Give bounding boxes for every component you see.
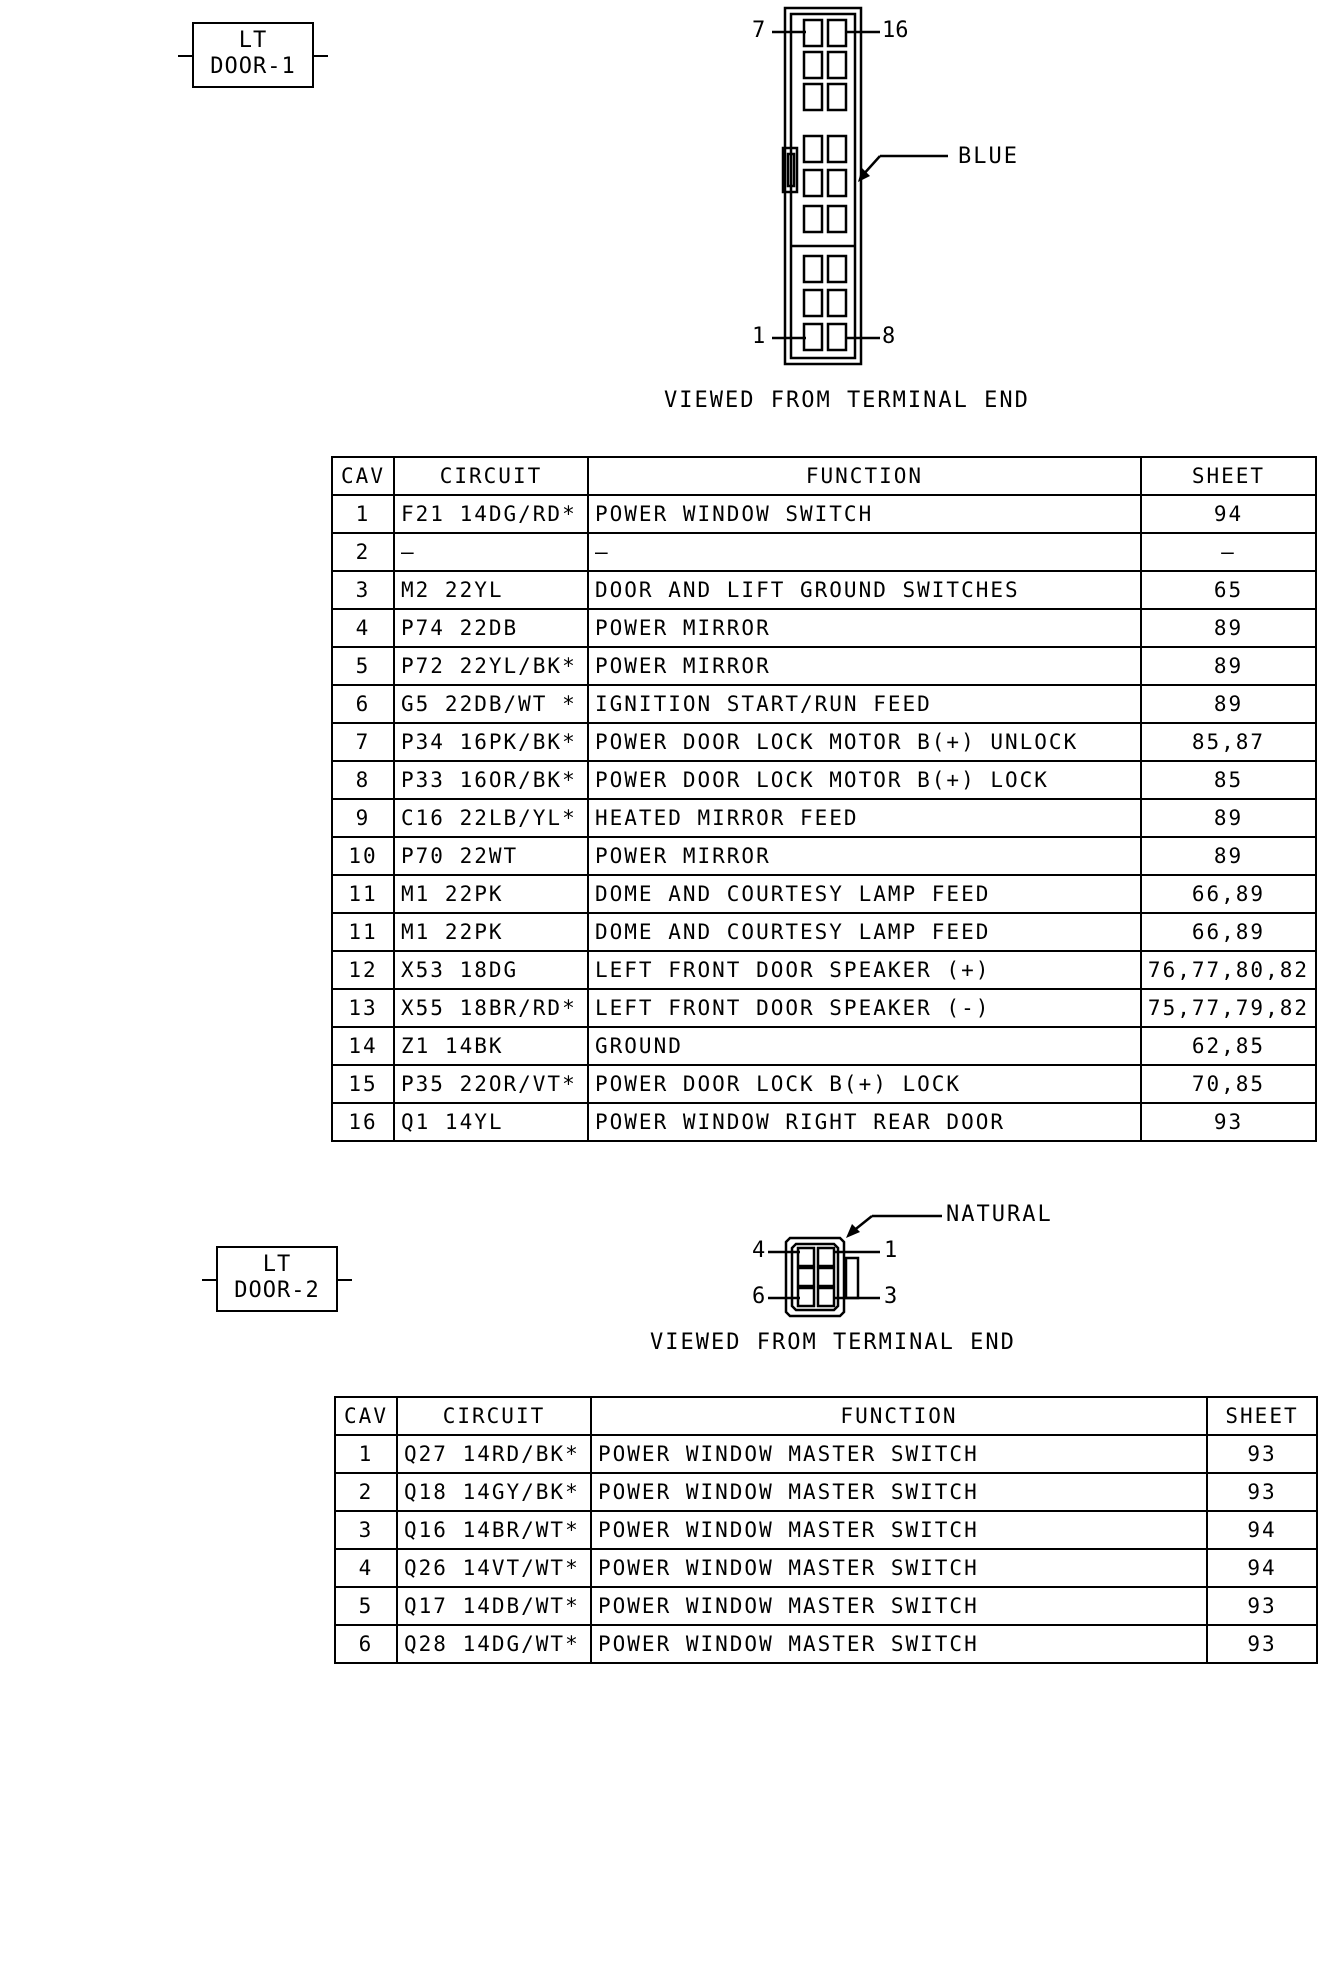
- cell-function: POWER MIRROR: [588, 609, 1141, 647]
- cell-cav: 6: [332, 685, 394, 723]
- cell-sheet: 93: [1207, 1473, 1317, 1511]
- table-row: [332, 571, 1316, 609]
- cell-cav: 5: [332, 647, 394, 685]
- cell-cav: 3: [335, 1511, 397, 1549]
- connector1-view-caption: VIEWED FROM TERMINAL END: [664, 388, 1030, 413]
- cell-cav: 2: [332, 533, 394, 571]
- header-cav: CAV: [335, 1397, 397, 1435]
- table-row: [332, 761, 1316, 799]
- cell-function: DOME AND COURTESY LAMP FEED: [588, 875, 1141, 913]
- cell-function: POWER DOOR LOCK B(+) LOCK: [588, 1065, 1141, 1103]
- header-circuit: CIRCUIT: [394, 457, 588, 495]
- cell-sheet: 85: [1141, 761, 1316, 799]
- cell-function: —: [588, 533, 1141, 571]
- cell-cav: 5: [335, 1587, 397, 1625]
- cell-cav: 8: [332, 761, 394, 799]
- connector2-drawing: [0, 1200, 1344, 1400]
- connector2-cavities: [798, 1248, 834, 1306]
- cell-circuit: P34 16PK/BK*: [394, 723, 588, 761]
- connector2-view-caption: VIEWED FROM TERMINAL END: [650, 1330, 1016, 1355]
- cell-cav: 7: [332, 723, 394, 761]
- table-row: [332, 495, 1316, 533]
- cell-cav: 2: [335, 1473, 397, 1511]
- cell-circuit: X53 18DG: [394, 951, 588, 989]
- cell-function: POWER WINDOW MASTER SWITCH: [591, 1511, 1207, 1549]
- cell-function: DOOR AND LIFT GROUND SWITCHES: [588, 571, 1141, 609]
- connector1-color-label: BLUE: [958, 144, 1019, 169]
- cell-circuit: F21 14DG/RD*: [394, 495, 588, 533]
- connector1-pin-bottom-right: 8: [882, 324, 896, 349]
- cell-circuit: M2 22YL: [394, 571, 588, 609]
- connector1-pin-top-right: 16: [882, 18, 909, 43]
- cell-circuit: M1 22PK: [394, 913, 588, 951]
- table-row: [332, 799, 1316, 837]
- cell-cav: 12: [332, 951, 394, 989]
- cell-sheet: 93: [1207, 1435, 1317, 1473]
- cell-cav: 1: [335, 1435, 397, 1473]
- cell-circuit: G5 22DB/WT *: [394, 685, 588, 723]
- cell-function: POWER WINDOW MASTER SWITCH: [591, 1625, 1207, 1663]
- cell-cav: 6: [335, 1625, 397, 1663]
- cell-sheet: 89: [1141, 609, 1316, 647]
- cell-cav: 4: [332, 609, 394, 647]
- cell-sheet: 93: [1207, 1587, 1317, 1625]
- cell-function: POWER DOOR LOCK MOTOR B(+) UNLOCK: [588, 723, 1141, 761]
- cell-sheet: 70,85: [1141, 1065, 1316, 1103]
- cell-function: POWER WINDOW MASTER SWITCH: [591, 1435, 1207, 1473]
- connector2-pin-top-right: 1: [884, 1238, 898, 1263]
- cell-cav: 13: [332, 989, 394, 1027]
- cell-sheet: 85,87: [1141, 723, 1316, 761]
- table-row: [332, 1103, 1316, 1141]
- cell-circuit: Q16 14BR/WT*: [397, 1511, 591, 1549]
- cell-function: POWER WINDOW RIGHT REAR DOOR: [588, 1103, 1141, 1141]
- header-sheet: SHEET: [1207, 1397, 1317, 1435]
- cell-circuit: Q28 14DG/WT*: [397, 1625, 591, 1663]
- cell-sheet: 89: [1141, 837, 1316, 875]
- cell-cav: 11: [332, 913, 394, 951]
- cell-circuit: Q17 14DB/WT*: [397, 1587, 591, 1625]
- cell-function: HEATED MIRROR FEED: [588, 799, 1141, 837]
- table-row: [332, 647, 1316, 685]
- cell-function: POWER DOOR LOCK MOTOR B(+) LOCK: [588, 761, 1141, 799]
- cell-function: GROUND: [588, 1027, 1141, 1065]
- connector1-name-line2: DOOR-1: [210, 54, 296, 79]
- cell-cav: 10: [332, 837, 394, 875]
- cell-circuit: Q1 14YL: [394, 1103, 588, 1141]
- connector1-name-line1: LT: [238, 28, 268, 53]
- cell-function: POWER WINDOW MASTER SWITCH: [591, 1587, 1207, 1625]
- table-row: [332, 837, 1316, 875]
- table-row: [335, 1549, 1317, 1587]
- table-row: [335, 1625, 1317, 1663]
- cell-circuit: X55 18BR/RD*: [394, 989, 588, 1027]
- connector2-table: [334, 1396, 1318, 1664]
- cell-cav: 4: [335, 1549, 397, 1587]
- table-row: [335, 1511, 1317, 1549]
- cell-function: IGNITION START/RUN FEED: [588, 685, 1141, 723]
- table-row: [332, 989, 1316, 1027]
- table-row: [332, 533, 1316, 571]
- cell-circuit: P74 22DB: [394, 609, 588, 647]
- cell-cav: 9: [332, 799, 394, 837]
- header-function: FUNCTION: [588, 457, 1141, 495]
- connector1-drawing: [0, 0, 1344, 400]
- cell-function: DOME AND COURTESY LAMP FEED: [588, 913, 1141, 951]
- cell-sheet: 93: [1141, 1103, 1316, 1141]
- connector1-pin-top-left: 7: [752, 18, 766, 43]
- cell-sheet: 76,77,80,82: [1141, 951, 1316, 989]
- cell-cav: 15: [332, 1065, 394, 1103]
- table-row: [332, 875, 1316, 913]
- table-row: [332, 609, 1316, 647]
- header-function: FUNCTION: [591, 1397, 1207, 1435]
- connector2-pin-top-left: 4: [752, 1238, 766, 1263]
- cell-sheet: 89: [1141, 685, 1316, 723]
- cell-sheet: 94: [1141, 495, 1316, 533]
- cell-circuit: Q27 14RD/BK*: [397, 1435, 591, 1473]
- cell-cav: 11: [332, 875, 394, 913]
- cell-circuit: —: [394, 533, 588, 571]
- connector1-table-header: [332, 457, 1316, 495]
- connector1-pin-bottom-left: 1: [752, 324, 766, 349]
- cell-function: POWER WINDOW MASTER SWITCH: [591, 1549, 1207, 1587]
- cell-circuit: C16 22LB/YL*: [394, 799, 588, 837]
- cell-sheet: 89: [1141, 647, 1316, 685]
- table-row: [332, 951, 1316, 989]
- connector2-pin-bottom-right: 3: [884, 1284, 898, 1309]
- connector1-table: [331, 456, 1317, 1142]
- header-cav: CAV: [332, 457, 394, 495]
- cell-circuit: P70 22WT: [394, 837, 588, 875]
- cell-circuit: P33 16OR/BK*: [394, 761, 588, 799]
- table-row: [332, 1027, 1316, 1065]
- table-row: [335, 1587, 1317, 1625]
- cell-circuit: Q26 14VT/WT*: [397, 1549, 591, 1587]
- connector2-table-header: [335, 1397, 1317, 1435]
- table-row: [335, 1473, 1317, 1511]
- connector1-cavities: [804, 20, 846, 350]
- cell-cav: 3: [332, 571, 394, 609]
- table-row: [332, 723, 1316, 761]
- cell-sheet: 89: [1141, 799, 1316, 837]
- cell-circuit: M1 22PK: [394, 875, 588, 913]
- table-row: [332, 685, 1316, 723]
- cell-function: LEFT FRONT DOOR SPEAKER (-): [588, 989, 1141, 1027]
- connector2-name-line2: DOOR-2: [234, 1278, 320, 1303]
- cell-cav: 16: [332, 1103, 394, 1141]
- cell-function: POWER WINDOW MASTER SWITCH: [591, 1473, 1207, 1511]
- cell-sheet: 66,89: [1141, 875, 1316, 913]
- cell-function: POWER WINDOW SWITCH: [588, 495, 1141, 533]
- table-row: [332, 1065, 1316, 1103]
- header-sheet: SHEET: [1141, 457, 1316, 495]
- cell-sheet: 75,77,79,82: [1141, 989, 1316, 1027]
- header-circuit: CIRCUIT: [397, 1397, 591, 1435]
- connector2-name-line1: LT: [262, 1252, 292, 1277]
- table-row: [332, 913, 1316, 951]
- cell-sheet: 66,89: [1141, 913, 1316, 951]
- cell-sheet: 94: [1207, 1511, 1317, 1549]
- connector2-color-label: NATURAL: [946, 1202, 1053, 1227]
- cell-sheet: 94: [1207, 1549, 1317, 1587]
- cell-circuit: P72 22YL/BK*: [394, 647, 588, 685]
- cell-sheet: 62,85: [1141, 1027, 1316, 1065]
- table-row: [335, 1435, 1317, 1473]
- connector2-pin-bottom-left: 6: [752, 1284, 766, 1309]
- cell-circuit: Q18 14GY/BK*: [397, 1473, 591, 1511]
- cell-circuit: P35 22OR/VT*: [394, 1065, 588, 1103]
- cell-cav: 1: [332, 495, 394, 533]
- cell-function: POWER MIRROR: [588, 647, 1141, 685]
- cell-function: LEFT FRONT DOOR SPEAKER (+): [588, 951, 1141, 989]
- cell-sheet: —: [1141, 533, 1316, 571]
- cell-cav: 14: [332, 1027, 394, 1065]
- cell-function: POWER MIRROR: [588, 837, 1141, 875]
- cell-sheet: 65: [1141, 571, 1316, 609]
- cell-circuit: Z1 14BK: [394, 1027, 588, 1065]
- cell-sheet: 93: [1207, 1625, 1317, 1663]
